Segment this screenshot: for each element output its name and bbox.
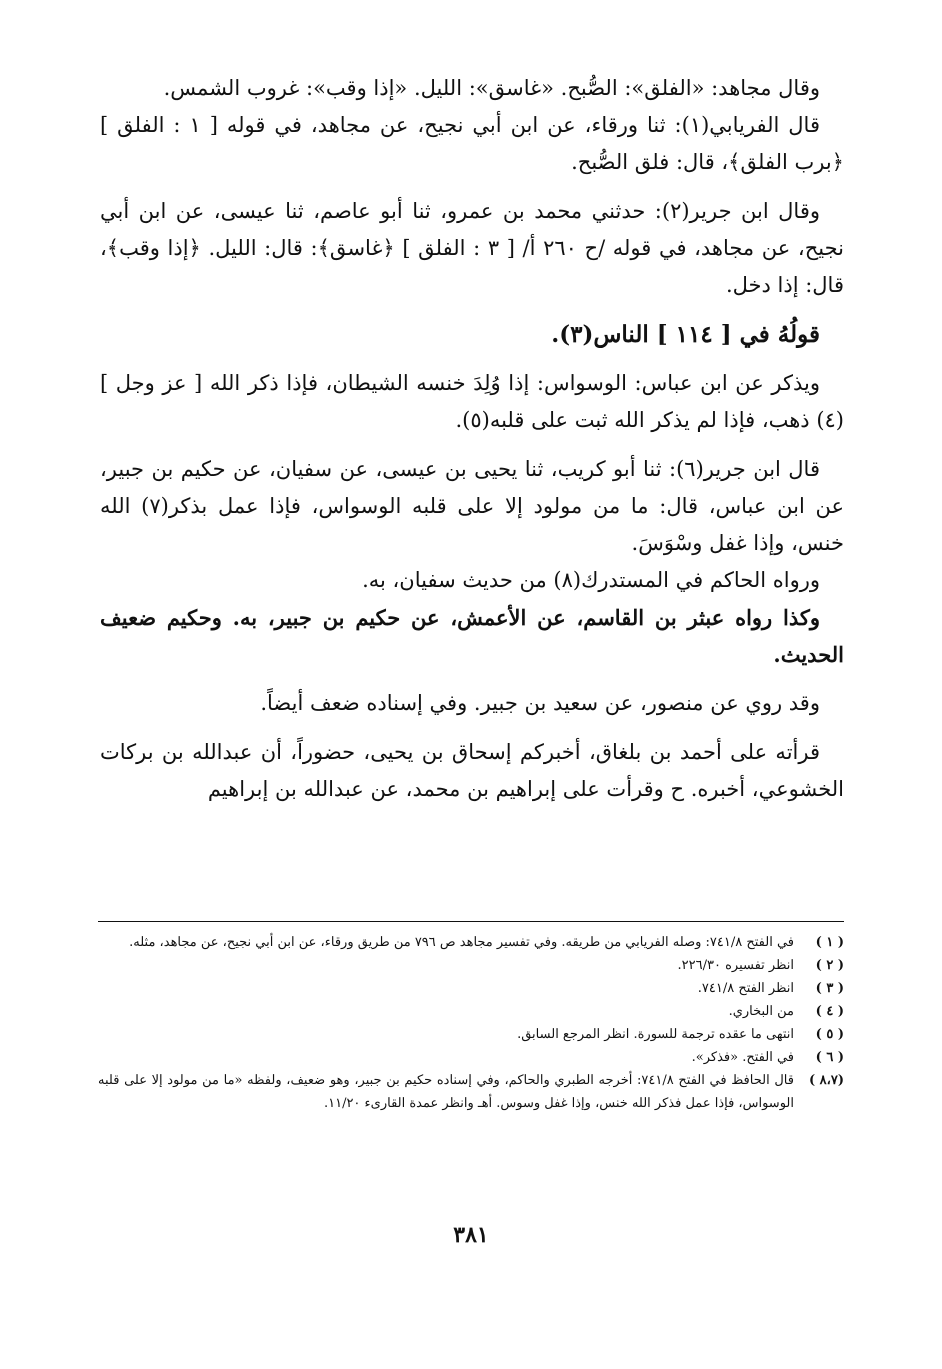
footnote-number: ( ٤ ) [815, 1004, 844, 1019]
footnote-item [98, 1000, 844, 1023]
footnote-number: ( ٦ ) [815, 1050, 844, 1065]
main-text [100, 70, 844, 808]
footnote-text: في الفتح. «فذكر». [691, 1050, 794, 1065]
footnote-number: ( ٥ ) [815, 1027, 844, 1042]
section-heading: قولُهُ في [ ١١٤ ] الناس(٣). [551, 321, 820, 348]
footnote-text: انتهى ما عقده ترجمة للسورة. انظر المرجع السابق. [517, 1027, 794, 1042]
footnote-number: ( ١ ) [815, 935, 844, 950]
paragraph-9: قرأته على أحمد بن بلغاق، أخبركم إسحاق بن يحيى، حضوراً، أن عبدالله بن بركات الخشوعي، أخبره. ح وقرأت على إبراهيم بن محمد، عن عبدالله بن إبراهيم [100, 740, 844, 801]
paragraph-3: وقال ابن جرير(٢): حدثني محمد بن عمرو، ثنا أبو عاصم، ثنا عيسى، عن ابن أبي نجيح، عن مجاهد، في قوله /ح ٢٦٠ أ/ [ ٣ : الفلق ] ﴿غاسق﴾: قال: الليل. ﴿إذا وقب﴾، قال: إذا دخل. [100, 199, 845, 297]
footnote-number: ( ٢ ) [815, 958, 844, 973]
footnote-item [98, 954, 844, 977]
page-number: ٣٨١ [453, 1222, 489, 1248]
footnote-divider [98, 921, 844, 922]
paragraph-6: ورواه الحاكم في المستدرك(٨) من حديث سفيان، به. [362, 568, 820, 592]
footnote-item [98, 1069, 844, 1115]
footnote-text: قال الحافظ في الفتح ٧٤١/٨: أخرجه الطبري والحاكم، وفي إسناده حكيم بن جبير، وهو ضعيف، ولفظه «ما من مولود إلا على قلبه الوسواس، فإذا عمل فذكر الله خنس، وإذا غفل وسوس. أهـ وانظر عمدة القارىء ١١/٢٠. [98, 1073, 794, 1111]
paragraph-7: وكذا رواه عبثر بن القاسم، عن الأعمش، عن حكيم بن جبير، به. وحكيم ضعيف الحديث. [100, 605, 844, 667]
footnote-text: من البخاري. [728, 1004, 794, 1019]
footnote-item [98, 931, 844, 954]
paragraph-8: وقد روي عن منصور، عن سعيد بن جبير. وفي إسناده ضعف أيضاً. [260, 691, 820, 715]
paragraph-2: قال الفريابي(١): ثنا ورقاء، عن ابن أبي نجيح، عن مجاهد، في قوله [ ١ : الفلق ] ﴿برب الفلق﴾، قال: فلق الصُّبح. [100, 113, 844, 174]
footnote-item [98, 977, 844, 1000]
footnote-text: في الفتح ٧٤١/٨: وصله الفريابي من طريقه. وفي تفسير مجاهد ص ٧٩٦ من طريق ورقاء، عن ابن أبي نجيح، عن مجاهد، مثله. [129, 935, 794, 950]
footnote-number: ( ٣ ) [815, 981, 844, 996]
footnote-number: (٨،٧ ) [808, 1073, 844, 1088]
footnote-text: انظر الفتح ٧٤١/٨. [697, 981, 794, 996]
paragraph-4: ويذكر عن ابن عباس: الوسواس: إذا وُلِدَ خنسه الشيطان، فإذا ذكر الله [ عز وجل ](٤) ذهب، فإذا لم يذكر الله ثبت على قلبه(٥). [100, 371, 844, 432]
paragraph-1: وقال مجاهد: «الفلق»: الصُّبح. «غاسق»: الليل. «إذا وقب»: غروب الشمس. [163, 76, 820, 100]
footnotes [98, 931, 844, 1115]
paragraph-5: قال ابن جرير(٦): ثنا أبو كريب، ثنا يحيى بن عيسى، عن سفيان، عن حكيم بن جبير، عن ابن عباس، قال: ما من مولود إلا على قلبه الوسواس، فإذا عمل بذكر(٧) الله خنس، وإذا غفل وسْوَسَ. [100, 457, 845, 555]
footnote-item [98, 1046, 844, 1069]
footnote-text: انظر تفسيره ٢٢٦/٣٠. [677, 958, 794, 973]
footnote-item [98, 1023, 844, 1046]
